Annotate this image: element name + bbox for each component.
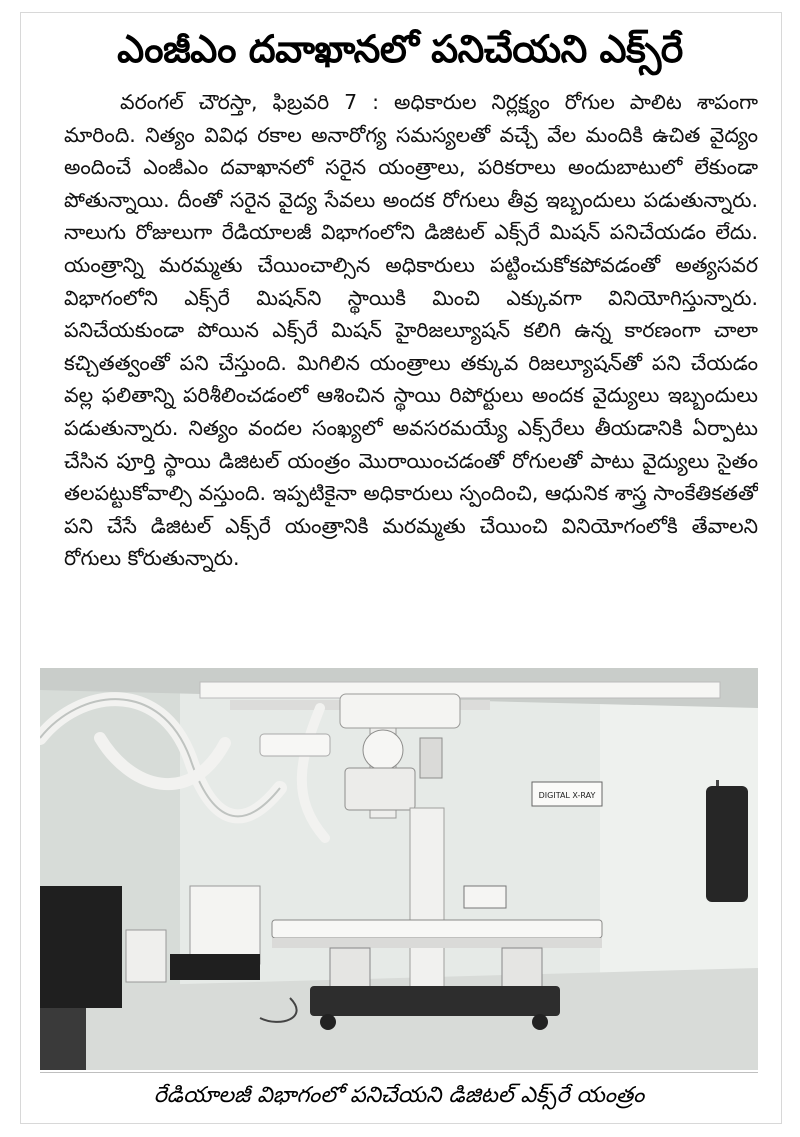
article-body: వరంగల్ చౌరస్తా, ఫిబ్రవరి 7 : అధికారుల నిర్లక్ష్యం రోగుల పాలిట శాపంగా మారింది. నిత్యం వివిధ రకాల అనారోగ్య సమస్యలతో వచ్చే వేల మందికి ఉచిత వైద్యం అందించే ఎంజీఎం దవాఖానలో సరైన యంత్రాలు, పరికరాలు అందుబాటులో లేకుండా పోతున్నాయి. దీంతో సరైన వైద్య సేవలు అందక రోగులు తీవ్ర ఇబ్బందులు పడుతున్నారు. నాలుగు రోజులుగా రేడియాలజీ విభాగంలోని డిజిటల్ ఎక్స్‌రే మిషన్ పనిచేయడం లేదు. యంత్రాన్ని మరమ్మతు చేయించాల్సిన అధికారులు పట్టించుకోకపోవడంతో అత్యసవర విభాగంలోని ఎక్స్‌రే మిషన్‌ని స్థాయికి మించి ఎక్కువగా వినియోగిస్తున్నారు. పనిచేయకుండా పోయిన ఎక్స్‌రే మిషన్ హైరిజల్యూషన్ కలిగి ఉన్న కారణంగా చాలా కచ్చితత్వంతో పని చేస్తుంది. మిగిలిన యంత్రాలు తక్కువ రిజల్యూషన్‌తో పని చేయడం వల్ల ఫలితాన్ని పరిశీలించడంలో ఆశించిన స్థాయి రిపోర్టులు అందక వైద్యులు ఇబ్బందులు పడుతున్నారు. నిత్యం వందల సంఖ్యలో అవసరమయ్యే ఎక్స్‌రేలు తీయడానికి ఏర్పాటు చేసిన పూర్తి స్థాయి డిజిటల్ యంత్రం మొరాయించడంతో రోగులతో పాటు వైద్యులు సైతం తలపట్టుకోవాల్సి వస్తుంది. ఇప్పటికైనా అధికారులు స్పందించి, ఆధునిక శాస్త్ర సాంకేతికతతో పని చేసే డిజిటల్ ఎక్స్‌రే యంత్రానికి మరమ్మతు చేయించి వినియోగంలోకి తేవాలని రోగులు కోరుతున్నారు. (64, 90, 758, 571)
xray-room-illustration (40, 668, 758, 1070)
caption-divider (40, 1072, 758, 1073)
photo-caption: రేడియాలజీ విభాగంలో పనిచేయని డిజిటల్ ఎక్స్‌రే యంత్రం (153, 1083, 645, 1108)
xray-room-photo (40, 668, 758, 1070)
wall-sign-text: DIGITAL X-RAY (538, 791, 596, 800)
article-headline: ఎంజీఎం దవాఖానలో పనిచేయని ఎక్స్‌రే (117, 27, 683, 71)
